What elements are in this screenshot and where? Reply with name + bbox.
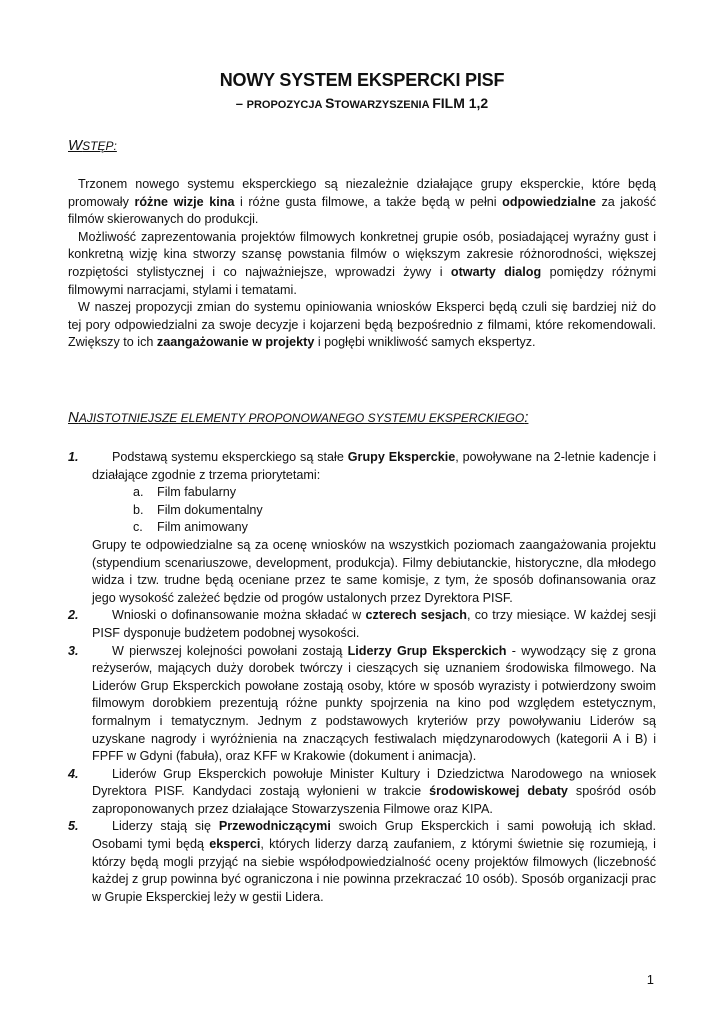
text-span: i różne gusta filmowe, a także będą w pełni — [234, 194, 503, 209]
text-span: W pierwszej kolejności powołani zostają — [112, 643, 348, 658]
numbered-list — [68, 449, 656, 906]
text-span: Możliwość zaprezentowania projektów filmowych konkretnej grupie osób, posiadającej wyraźny gust i konkretną wizję kina stworzy szansę powstania filmów o większym zakresie różnorodności, większej rozpiętości stylistycznej i co najważniejsze, wprowadzi żywy i — [68, 229, 656, 279]
text-span: , co trzy miesiące. W każdej sesji PISF dysponuje budżetem podobnej wysokości. — [92, 608, 657, 640]
list-item-4 — [68, 766, 656, 819]
subtitle-s-cap: S — [325, 95, 335, 111]
list-item-3 — [68, 643, 656, 766]
subtitle-dash: – — [235, 96, 247, 111]
text-span: Liderów Grup Eksperckich powołuje Minister Kultury i Dziedzictwa Narodowego na wniosek Dyrektora PISF. Kandydaci zostają wyłonieni w trakcie — [92, 766, 656, 799]
intro-section — [68, 176, 656, 352]
text-span: Wnioski o dofinansowanie można składać w — [112, 608, 366, 623]
priority-sublist — [92, 484, 656, 537]
sublist-item — [133, 519, 656, 537]
text-span: Podstawą systemu eksperckiego są stałe — [112, 450, 348, 464]
sublist-letter: c. — [133, 520, 143, 535]
intro-heading-cap: W — [68, 137, 83, 154]
intro-paragraph-3 — [68, 299, 656, 352]
text-span: swoich Grup Eksperckich i sami powołują ich skład. Osobami tymi będą — [92, 819, 657, 852]
bold-span: Przewodniczącymi — [218, 819, 331, 834]
subtitle-propozycja: PROPOZYCJA — [246, 99, 326, 111]
page-number: 1 — [646, 972, 654, 987]
text-span: , powoływane na 2-letnie kadencje i działające zgodnie z trzema priorytetami: — [92, 450, 657, 482]
intro-paragraph-1 — [68, 176, 656, 229]
elements-heading-cap: N — [68, 409, 79, 426]
text-span: - wywodzący się z grona reżyserów, mających duży dorobek twórczy i cieszących się uznaniem środowiska filmowego. Na Liderów Grup Eksperckich powołane zostają osoby, które w sposób wyrazisty i potwierdzony swoim filmowym dorobkiem prezentują różne punkty spojrzenia na kino pod względem estetycznym, formalnym i tematycznym. Jednym z podstawowych kryteriów przy powoływaniu Liderów są uzyskane nagrody i wyróżnienia na znaczących festiwalach międzynarodowych (kategorii A i B) i FPFF w Gdyni (fabuła), oraz KFF w Krakowie (dokument i animacja). — [92, 643, 656, 764]
elements-heading-rest: AJISTOTNIEJSZE ELEMENTY PROPONOWANEGO SYSTEMU EKSPERCKIEGO — [78, 411, 525, 425]
text-span: za jakość filmów skierowanych do produkcji. — [68, 194, 656, 227]
sublist-letter: a. — [133, 485, 144, 500]
intro-heading-rest: STĘP: — [82, 139, 117, 153]
elements-heading-colon: : — [524, 409, 529, 426]
text-span: Liderzy stają się — [112, 819, 219, 834]
text-span: spośród osób zaproponowanych przez działające Stowarzyszenia Filmowe oraz KIPA. — [92, 784, 656, 816]
list-number: 1. — [68, 450, 79, 464]
intro-paragraph-2 — [68, 229, 656, 299]
sublist-text: Film fabularny — [157, 485, 237, 500]
sublist-text: Film animowany — [157, 520, 248, 535]
subtitle-film: FILM 1,2 — [432, 95, 489, 111]
list-item-1-after: Grupy te odpowiedzialne są za ocenę wniosków na wszystkich poziomach zaangażowania projektu (stypendium scenariuszowe, development, produkcja). Filmy debiutanckie, historyczne, dla młodego widza i tzw. trudne będą oceniane przez te same komisje, z tym, że sposób dofinansowania oraz jego wysokość zależeć będzie od progów ustalonych przez Dyrektora PISF. — [92, 537, 656, 605]
sublist-item — [133, 502, 656, 520]
text-span: , których liderzy darzą zaufaniem, z którymi świetnie się rozumieją, i którzy będą mogli przyjąć na siebie współodpowiedzialność oceny projektów filmowych (liczebność każdej z grup powinna być ograniczona i nie powinna przekraczać 10 osób). Sposób organizacji prac w Grupie Eksperckiej leży w gestii Lidera. — [92, 837, 656, 904]
bold-span: zaangażowanie w projekty — [156, 335, 315, 350]
list-item-2 — [68, 607, 656, 642]
bold-span: otwarty dialog — [450, 264, 542, 279]
text-span: pomiędzy różnymi filmowymi narracjami, stylami i tematami. — [68, 264, 656, 297]
sublist-letter: b. — [133, 502, 144, 517]
list-item-1 — [68, 449, 656, 607]
list-number: 4. — [68, 766, 79, 781]
bold-span: odpowiedzialne — [502, 194, 596, 209]
document-title: NOWY SYSTEM EKSPERCKI PISF — [219, 70, 505, 90]
text-span: Trzonem nowego systemu eksperckiego są niezależnie działające grupy eksperckie, które będą promowały — [68, 177, 656, 209]
subtitle-stowarzyszenia: TOWARZYSZENIA — [334, 99, 433, 111]
list-number: 3. — [68, 643, 79, 658]
sublist-text: Film dokumentalny — [157, 502, 263, 517]
text-span: W naszej propozycji zmian do systemu opiniowania wniosków Eksperci będą czuli się bardziej niż do tej pory odpowiedzialni za swoje decyzje i kojarzeni będą bezpośrednio z filmami, które rekomendowali. Zwiększy to ich — [68, 300, 656, 350]
bold-span: środowiskowej debaty — [429, 784, 568, 799]
elements-heading — [68, 409, 528, 426]
bold-span: Liderzy Grup Eksperckich — [347, 643, 507, 658]
intro-heading — [68, 137, 117, 154]
sublist-item — [133, 484, 656, 502]
list-number: 2. — [68, 608, 79, 623]
text-span: i pogłębi wnikliwość samych ekspertyz. — [314, 335, 536, 350]
bold-span: Grupy Eksperckie — [347, 450, 456, 464]
list-number: 5. — [68, 819, 79, 834]
bold-span: różne wizje kina — [134, 194, 235, 209]
list-item-5 — [68, 818, 656, 906]
document-subtitle — [0, 95, 724, 111]
bold-span: czterech sesjach — [365, 608, 467, 623]
bold-span: eksperci — [209, 837, 261, 852]
